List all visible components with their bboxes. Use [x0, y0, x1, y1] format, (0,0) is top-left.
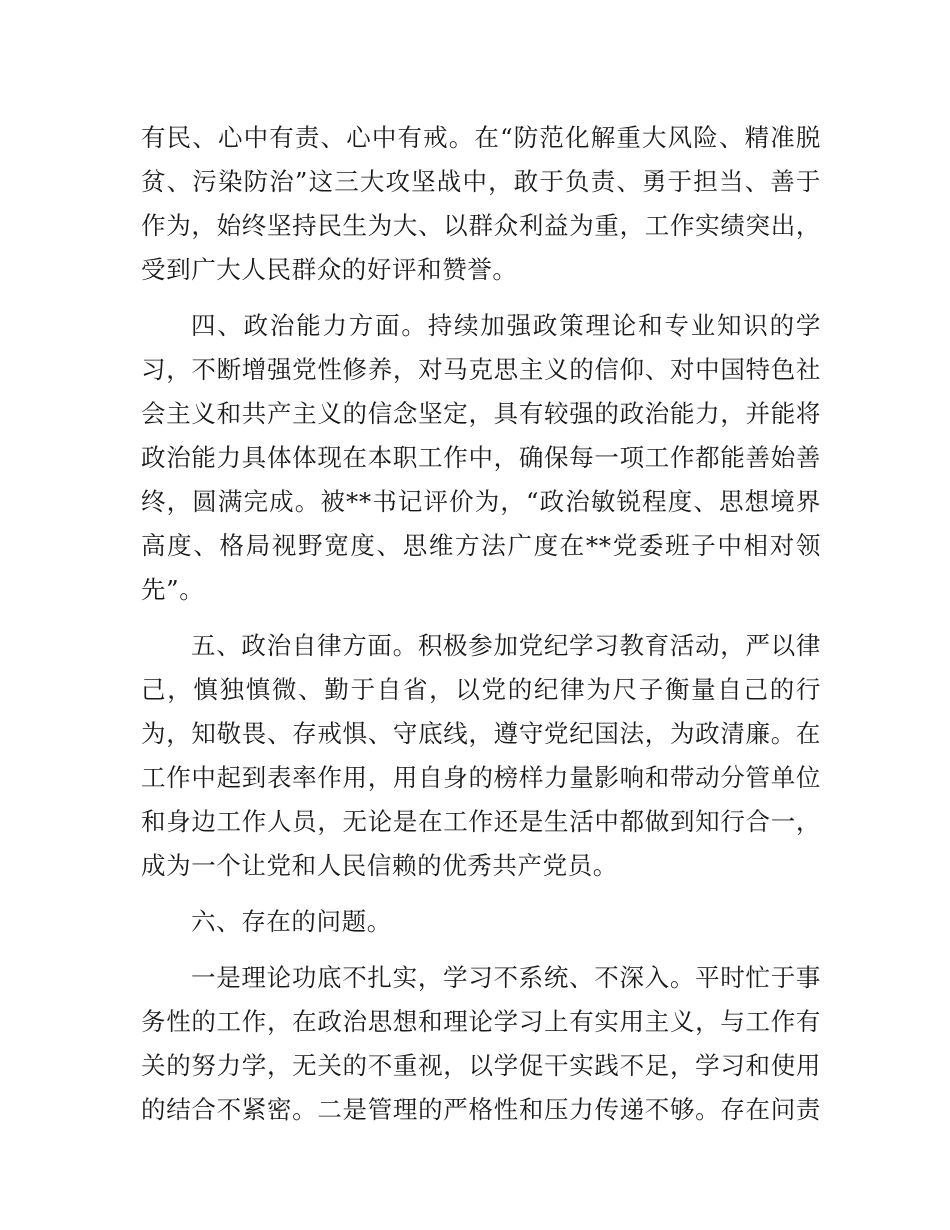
- text-line: 己，慎独慎微、勤于自省，以党的纪律为尺子衡量自己的行: [141, 675, 821, 704]
- text-line: 会主义和共产主义的信念坚定，具有较强的政治能力，并能将: [141, 399, 821, 428]
- text-line: 作为，始终坚持民生为大、以群众利益为重，工作实绩突出，: [141, 211, 821, 240]
- text-line: 务性的工作，在政治思想和理论学习上有实用主义，与工作有: [141, 1007, 821, 1036]
- text-line: 成为一个让党和人民信赖的优秀共产党员。: [141, 851, 618, 880]
- text-line: 关的努力学，无关的不重视，以学促干实践不足，学习和使用: [141, 1051, 821, 1080]
- paragraph-heading-line: 一是理论功底不扎实，学习不系统、不深入。平时忙于事: [191, 963, 821, 992]
- text-line: 政治能力具体体现在本职工作中，确保每一项工作都能善始善: [141, 443, 821, 472]
- section-heading: 六、存在的问题。: [191, 907, 392, 936]
- paragraph-heading-line: 五、政治自律方面。积极参加党纪学习教育活动，严以律: [191, 631, 821, 660]
- text-line: 先”。: [141, 575, 205, 604]
- text-line: 终，圆满完成。被**书记评价为，“政治敏锐程度、思想境界: [141, 487, 821, 516]
- paragraph-heading-line: 四、政治能力方面。持续加强政策理论和专业知识的学: [191, 311, 821, 340]
- text-line: 高度、格局视野宽度、思维方法广度在**党委班子中相对领: [141, 531, 821, 560]
- text-line: 有民、心中有责、心中有戒。在“防范化解重大风险、精准脱: [141, 123, 821, 152]
- text-line: 贫、污染防治”这三大攻坚战中，敢于负责、勇于担当、善于: [141, 167, 821, 196]
- text-line: 习，不断增强党性修养，对马克思主义的信仰、对中国特色社: [141, 355, 821, 384]
- text-line: 受到广大人民群众的好评和赞誉。: [141, 255, 518, 284]
- text-line: 为，知敬畏、存戒惧、守底线，遵守党纪国法，为政清廉。在: [141, 719, 821, 748]
- text-line: 和身边工作人员，无论是在工作还是生活中都做到知行合一，: [141, 807, 821, 836]
- text-line: 的结合不紧密。二是管理的严格性和压力传递不够。存在问责: [141, 1095, 821, 1124]
- text-line: 工作中起到表率作用，用自身的榜样力量影响和带动分管单位: [141, 763, 821, 792]
